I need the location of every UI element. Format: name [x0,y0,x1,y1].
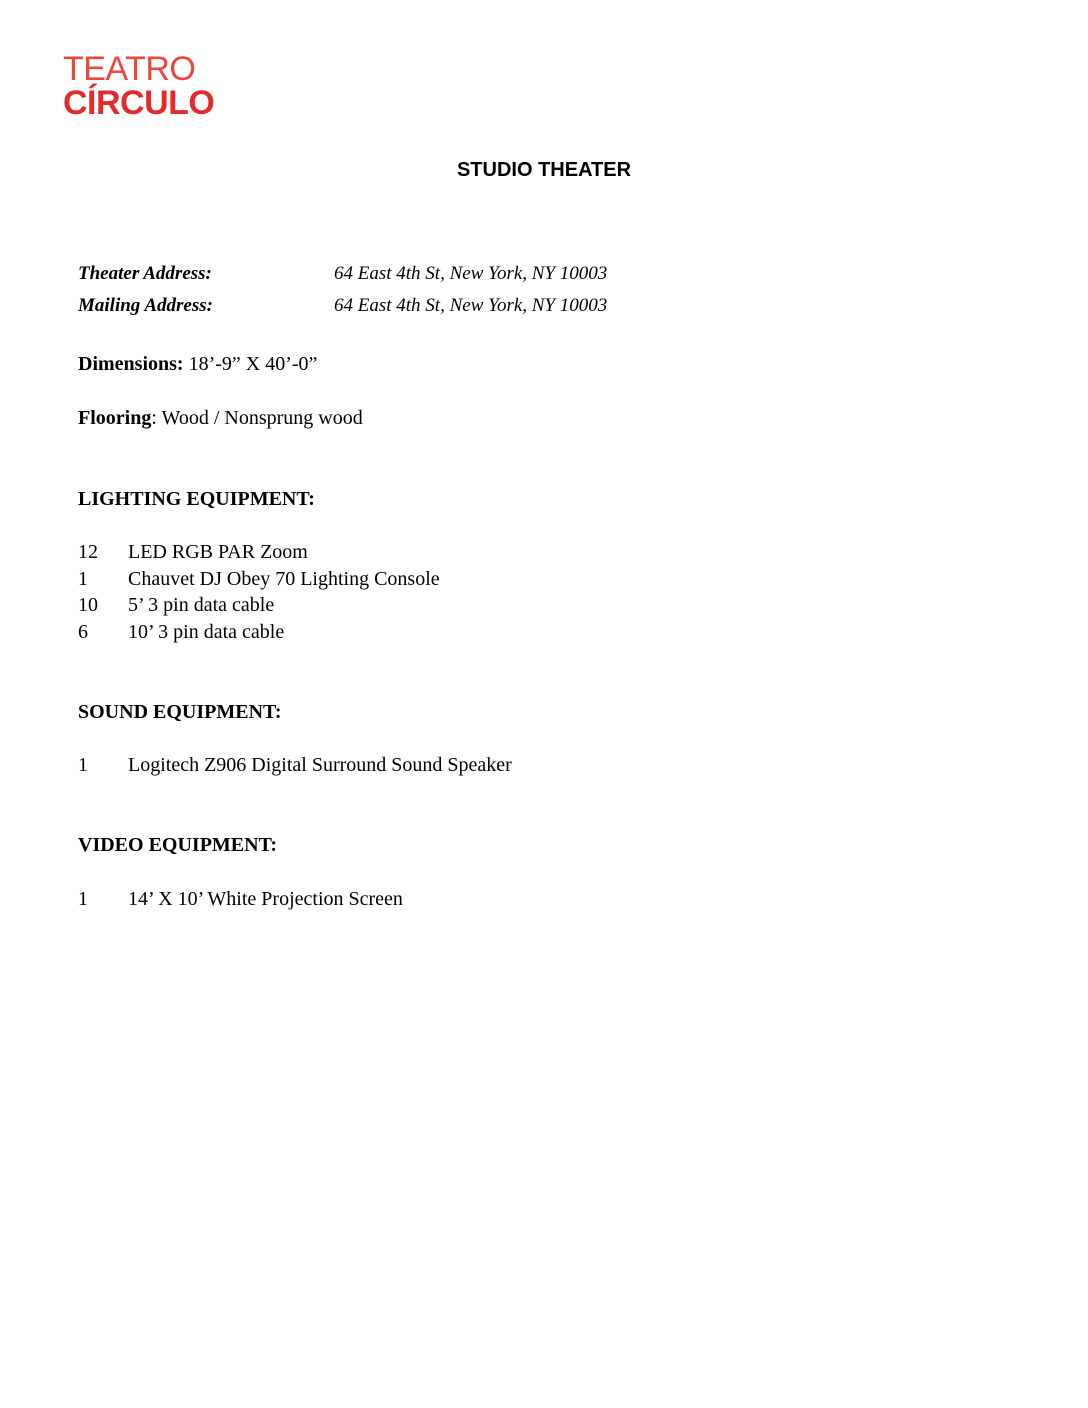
item-desc: LED RGB PAR Zoom [128,541,308,563]
dimensions-separator: : [176,353,189,375]
flooring-value: Wood / Nonsprung wood [161,407,363,429]
item-qty: 12 [78,541,98,563]
item-qty: 1 [78,888,88,910]
mailing-address-label: Mailing Address: [78,295,213,316]
flooring-line [78,407,363,430]
dimensions-line [78,353,317,376]
item-qty: 1 [78,567,88,590]
item-desc: Logitech Z906 Digital Surround Sound Speaker [128,754,512,776]
item-desc: 5’ 3 pin data cable [128,594,275,616]
item-desc: 14’ X 10’ White Projection Screen [128,888,403,910]
video-heading: VIDEO EQUIPMENT: [78,834,278,856]
item-qty: 10 [78,594,98,616]
theater-address-label: Theater Address: [78,263,212,284]
sound-heading: SOUND EQUIPMENT: [78,701,282,723]
logo-line-teatro: TEATRO [63,50,196,88]
page-title: STUDIO THEATER [456,159,632,181]
flooring-label: Flooring [78,407,152,429]
item-qty: 1 [78,754,88,776]
item-desc: Chauvet DJ Obey 70 Lighting Console [128,567,440,590]
teatro-circulo-logo [63,52,214,120]
dimensions-value: 18’-9” X 40’-0” [188,353,318,375]
logo-line-circulo: CÍRCULO [63,84,215,122]
flooring-separator: : [151,407,162,429]
dimensions-label: Dimensions [78,353,177,375]
lighting-heading: LIGHTING EQUIPMENT: [78,488,315,510]
item-desc: 10’ 3 pin data cable [128,620,285,643]
theater-address-value: 64 East 4th St, New York, NY 10003 [334,263,608,284]
item-qty: 6 [78,620,88,643]
mailing-address-value: 64 East 4th St, New York, NY 10003 [334,295,608,316]
